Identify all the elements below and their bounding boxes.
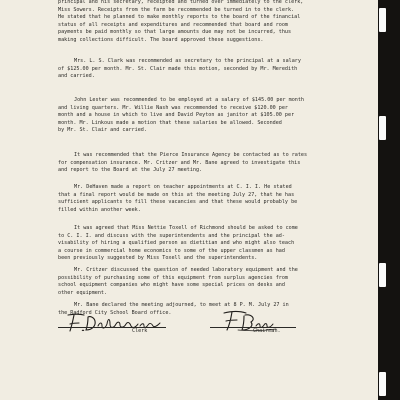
paragraph-salaries <box>58 97 358 135</box>
text-line: been previously suggested by Miss Toxell and the superintendents. <box>58 255 258 262</box>
clerk-signature <box>64 312 164 334</box>
text-line: possibility of purchasing some of this equipment from surplus agencies from <box>58 274 289 281</box>
text-line: making collections difficult. The board approved these suggestions. <box>58 36 264 43</box>
binder-clip <box>379 263 386 287</box>
text-line: Mr. Critzer discussed the question of needed laboratory equipment and the <box>74 267 298 273</box>
text-line: and report to the Board at the July 27 meeting. <box>58 167 203 174</box>
paragraph-financial-reports <box>58 0 358 44</box>
paragraph-teacher-appointments <box>58 184 358 214</box>
text-line: Mrs. L. S. Clark was recommended as secretary to the principal at a salary <box>74 58 301 64</box>
paragraph-secretary <box>58 58 358 81</box>
text-line: that a final report would be made on this at the meeting July 27, that he has <box>58 191 295 198</box>
text-line: other equipment. <box>58 289 108 296</box>
text-line: month and a house in which to live and David Peyton as janitor at $105.00 per <box>58 112 295 119</box>
text-line: John Lester was recommended to be employed at a salary of $145.00 per month <box>74 97 305 103</box>
text-line: and living quarters. Mr. Willie Nash was recommended to receive $120.00 per <box>58 104 289 111</box>
text-line: It was agreed that Miss Nettie Toxell of Richmond should be asked to come <box>74 225 298 231</box>
text-line: the Radford City School Board office. <box>58 309 172 316</box>
text-line: He stated that he planned to make monthly reports to the board of the financial <box>58 14 301 21</box>
text-line: Mr. DeHaven made a report on teacher appointments at C. I. I. He stated <box>74 184 292 190</box>
text-line: month. Mr. Linkous made a motion that these salaries be allowed. Seconded <box>58 119 282 126</box>
binder-clip <box>379 8 386 32</box>
clerk-label: Clerk <box>132 328 148 334</box>
text-line: It was recommended that the Pierce Insurance Agency be contacted as to rates <box>74 152 308 158</box>
text-line: visability of hiring a qualified person as dietitian and who might also teach <box>58 240 295 247</box>
text-line: payments be paid monthly so that large amounts due may not be incurred, thus <box>58 29 292 36</box>
text-line: filled within another week. <box>58 206 141 213</box>
text-line: school equipment companies who might have some special prices on desks and <box>58 282 285 289</box>
binder-clip <box>379 116 386 140</box>
text-line: of $125.00 per month. Mr. St. Clair made this motion, seconded by Mr. Meredith <box>58 65 298 72</box>
text-line: Miss Sowers. Receipts from the farm be recommended be turned in to the clerk. <box>58 6 295 13</box>
text-line: and carried. <box>58 73 95 80</box>
text-line: principal and his secretary, receipted and turned over immediately to the clerk, <box>58 0 304 5</box>
text-line: Mr. Bane declared the meeting adjourned, to meet at 8 P. M. July 27 in <box>74 302 289 308</box>
paragraph-laboratory-equipment <box>58 267 358 297</box>
paragraph-insurance <box>58 152 358 175</box>
text-line: a course in commercial home economics to some of the upper classmen as had <box>58 247 285 254</box>
chairman-label: Chairman. <box>253 328 281 334</box>
paragraph-dietitian <box>58 225 358 263</box>
text-line: sufficient applicants to fill these vacancies and that these would probably be <box>58 199 298 206</box>
text-line: for compensation insurance. Mr. Critzer and Mr. Bane agreed to investigate this <box>58 159 301 166</box>
text-line: status of all receipts and expenditures and recommended that board and room <box>58 21 289 28</box>
binder-clip <box>379 372 386 396</box>
text-line: by Mr. St. Clair and carried. <box>58 127 147 134</box>
clerk-signature-line <box>58 327 166 328</box>
text-line: to C. I. I. and discuss with the superintendents and the principal the ad- <box>58 232 285 239</box>
